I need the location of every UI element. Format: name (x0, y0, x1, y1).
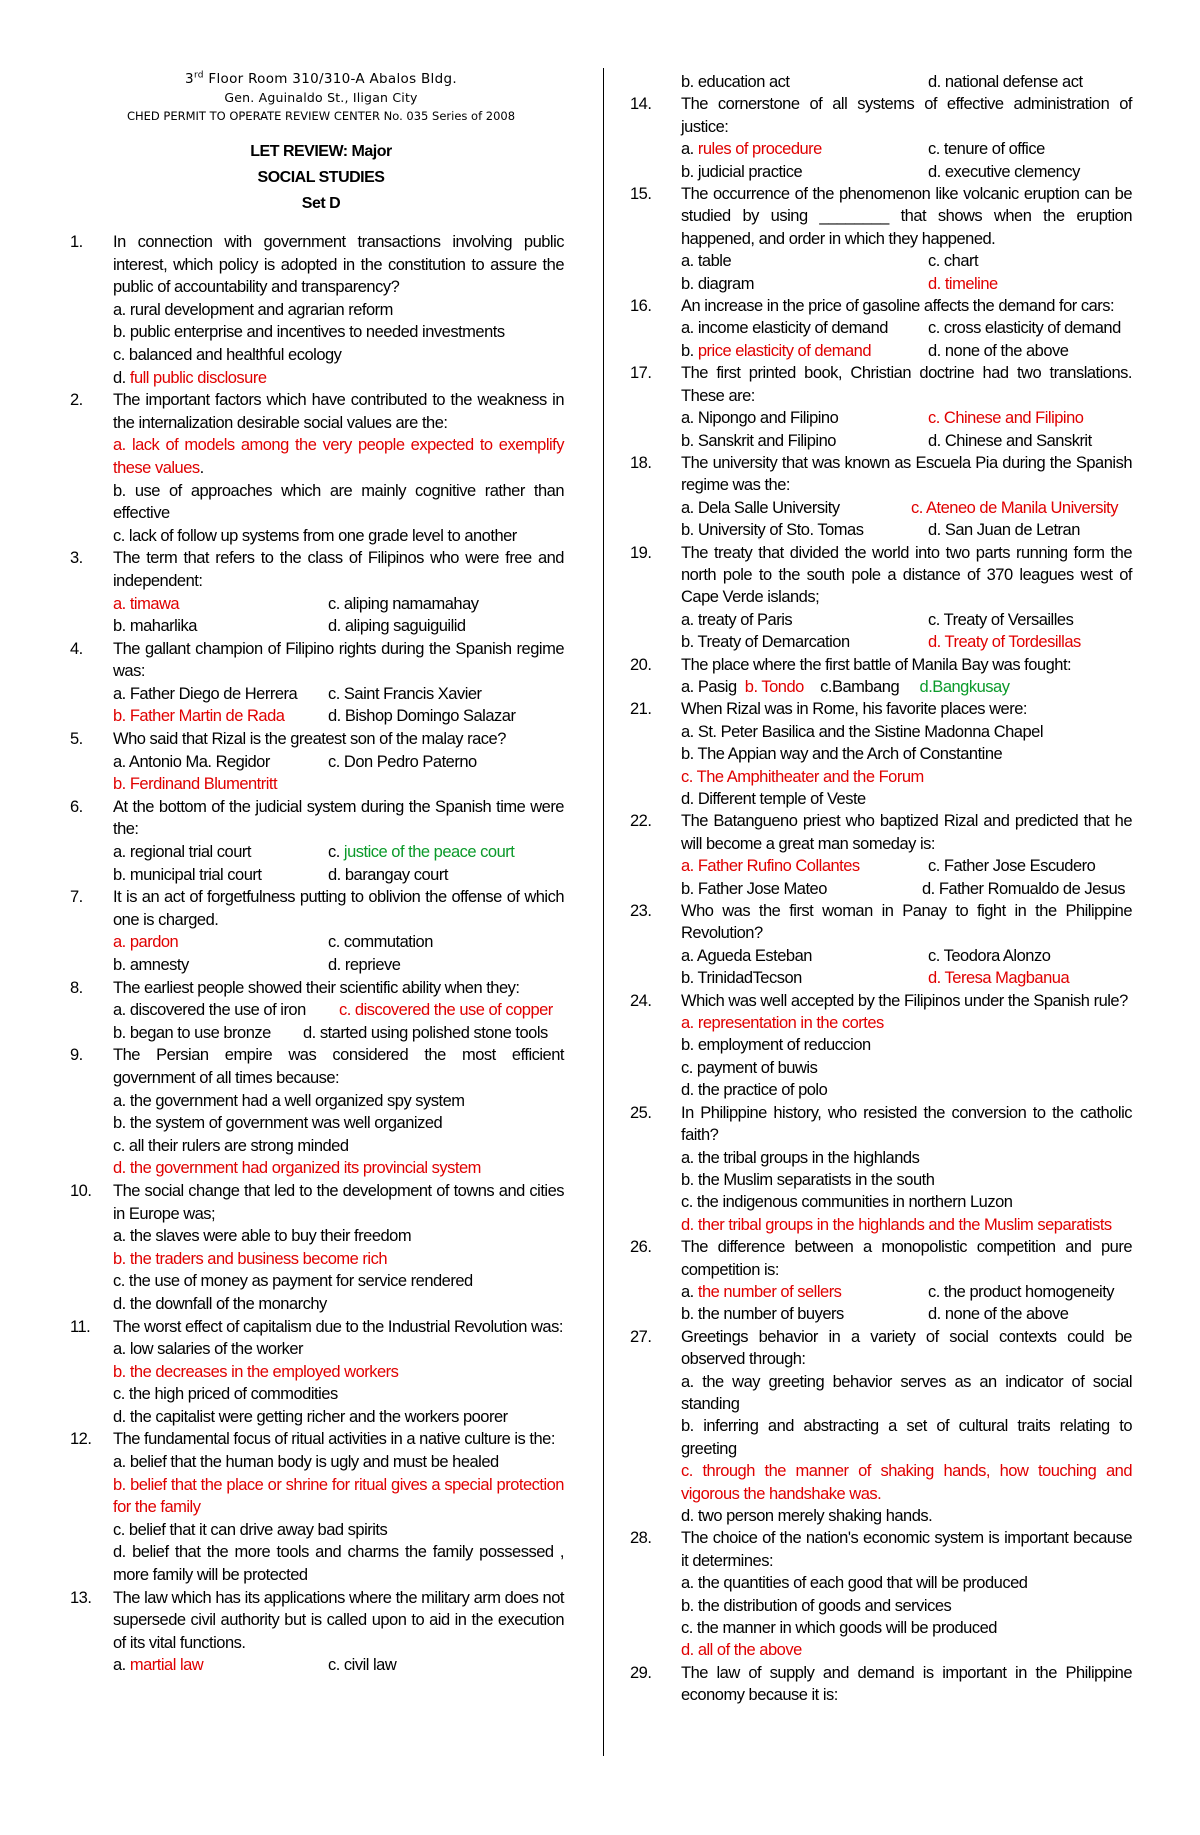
option-answer: d. all of the above (681, 1641, 802, 1660)
option-row: b. began to use bronze d. started using polished stone tools (113, 1023, 548, 1042)
option: d. the capitalist were getting richer and the workers poorer (113, 1407, 508, 1426)
option-row: b. Treaty of Demarcation d. Treaty of Tordesillas (681, 633, 1081, 652)
option-answer: b. belief that the place or shrine for ritual gives a special protection for the family (113, 1475, 564, 1517)
option-row: b. municipal trial court d. barangay court (113, 865, 448, 884)
option-row: b. Father Jose Mateo d. Father Romualdo de Jesus (681, 879, 1125, 898)
option: a. St. Peter Basilica and the Sistine Madonna Chapel (681, 722, 1043, 741)
option: c. the indigenous communities in northern Luzon (681, 1193, 1013, 1212)
question-17: 17. The first printed book, Christian doctrine had two translations. These are: (630, 364, 1132, 405)
option: c. lack of follow up systems from one grade level to another (113, 526, 517, 545)
option: b. employment of reduccion (681, 1036, 871, 1055)
question-22: 22. The Batangueno priest who baptized Rizal and predicted that he will become a great man someday is: (630, 812, 1132, 853)
option-row: b. judicial practice d. executive clemency (681, 162, 1080, 181)
option: a. the way greeting behavior serves as an indicator of social standing (681, 1372, 1132, 1413)
option-answer: c. The Amphitheater and the Forum (681, 767, 924, 786)
question-16: 16. An increase in the price of gasoline affects the demand for cars: (630, 297, 1115, 316)
question-21: 21. When Rizal was in Rome, his favorite places were: (630, 700, 1027, 719)
option-answer: b. the decreases in the employed workers (113, 1362, 399, 1381)
option: d. the downfall of the monarchy (113, 1294, 327, 1313)
option: b. use of approaches which are mainly cognitive rather than effective (113, 481, 564, 523)
answer-highlight: full public disclosure (129, 368, 267, 387)
question-19: 19. The treaty that divided the world into two parts running form the north pole to the south pole a distance of 370 leagues west of Cape Verde islands; (630, 543, 1132, 607)
question-26: 26. The difference between a monopolistic competition and pure competition is: (630, 1238, 1132, 1279)
option-answer: c. through the manner of shaking hands, how touching and vigorous the handshake was. (681, 1462, 1132, 1503)
option-row: a. the number of sellers c. the product homogeneity (681, 1282, 1115, 1301)
doc-set: Set D (301, 195, 341, 212)
option-row: a. rules of procedure c. tenure of office (681, 140, 1045, 159)
option: d. two person merely shaking hands. (681, 1507, 933, 1525)
question-6: 6. At the bottom of the judicial system during the Spanish time were the: (70, 797, 564, 839)
question-14: 14. The cornerstone of all systems of effective administration of justice: (630, 95, 1132, 136)
option-row: b. Father Martin de Rada d. Bishop Domingo Salazar (113, 707, 516, 726)
question-18: 18. The university that was known as Escuela Pia during the Spanish regime was the: (630, 453, 1132, 495)
question-2: 2. The important factors which have contributed to the weakness in the internalization desirable social values are the: (70, 391, 564, 432)
header-address-line1: 3rd Floor Room 310/310-A Abalos Bldg. (185, 70, 457, 87)
option: c. the manner in which goods will be produced (681, 1619, 997, 1638)
option: d. Different temple of Veste (681, 790, 866, 808)
option-row: b. amnesty d. reprieve (113, 956, 401, 974)
option-row: b. diagram d. timeline (681, 274, 998, 293)
question-4: 4. The gallant champion of Filipino rights during the Spanish regime was: (70, 639, 564, 681)
option: a. the quantities of each good that will be produced (681, 1574, 1028, 1593)
right-column (630, 71, 1132, 1707)
question-28: 28. The choice of the nation's economic system is important because it determines: (630, 1529, 1132, 1570)
question-3: 3. The term that refers to the class of Filipinos who were free and independent: (70, 549, 564, 590)
question-5: 5. Who said that Rizal is the greatest son of the malay race? (70, 730, 506, 749)
question-12: 12. The fundamental focus of ritual activities in a native culture is the: (70, 1430, 555, 1449)
question-15: 15. The occurrence of the phenomenon like volcanic eruption can be studied by using ________ that shows when the eruption happened, and order in which they happened. (630, 185, 1132, 248)
option-row: a. pardon c. commutation (113, 933, 433, 952)
doc-title: LET REVIEW: Major (250, 143, 392, 160)
option: c. all their rulers are strong minded (113, 1136, 349, 1155)
option-answer: d. the government had organized its provincial system (113, 1159, 481, 1178)
column-divider (603, 68, 604, 1756)
option: c. the use of money as payment for service rendered (113, 1272, 473, 1291)
option: d. belief that the more tools and charms the family possessed , more family will be protected (113, 1543, 564, 1585)
header-permit: CHED PERMIT TO OPERATE REVIEW CENTER No. 035 Series of 2008 (126, 109, 516, 123)
option-row: b. maharlika d. aliping saguiguilid (113, 617, 466, 636)
option: b. public enterprise and incentives to needed investments (113, 323, 505, 342)
option-answer: a. lack of models among the very people expected to exemplify these values. (113, 436, 564, 477)
option: d. full public disclosure (113, 368, 267, 387)
option: b. inferring and abstracting a set of cultural traits relating to greeting (681, 1417, 1132, 1458)
question-24: 24. Which was well accepted by the Filipinos under the Spanish rule? (630, 991, 1128, 1010)
option-row: a. discovered the use of iron c. discovered the use of copper (113, 1001, 553, 1020)
option: c. the high priced of commodities (113, 1385, 338, 1404)
option: c. payment of buwis (681, 1058, 818, 1077)
question-1: 1. In connection with government transactions involving public interest, which policy is adopted in the constitution to assure the public of accountability and transparency? (70, 233, 564, 297)
question-20: 20. The place where the first battle of Manila Bay was fought: (630, 655, 1072, 674)
header-address-line2: Gen. Aguinaldo St., Iligan City (224, 90, 418, 105)
option: a. low salaries of the worker (113, 1340, 304, 1359)
option-row: a. martial law c. civil law (113, 1656, 397, 1675)
option: c. belief that it can drive away bad spirits (113, 1520, 388, 1539)
option: d. the practice of polo (681, 1081, 828, 1100)
option-row: b. education act d. national defense act (681, 73, 1083, 91)
option-row: b. the number of buyers d. none of the above (681, 1305, 1069, 1324)
option-row: a. regional trial court c. justice of the peace court (113, 843, 515, 862)
option-row: a. Father Diego de Herrera c. Saint Francis Xavier (113, 684, 482, 703)
option-row: a. income elasticity of demand c. cross elasticity of demand (681, 319, 1121, 338)
question-25: 25. In Philippine history, who resisted the conversion to the catholic faith? (630, 1103, 1132, 1145)
question-13: 13. The law which has its applications where the military arm does not supersede civil authority but is called upon to aid in the execution of its vital functions. (70, 1588, 564, 1652)
option: b. the system of government was well organized (113, 1114, 443, 1133)
question-11: 11. The worst effect of capitalism due to the Industrial Revolution was: (70, 1317, 563, 1336)
option: c. balanced and healthful ecology (113, 345, 342, 364)
option-row: a. Agueda Esteban c. Teodora Alonzo (681, 946, 1051, 965)
option: a. rural development and agrarian reform (113, 300, 393, 319)
question-10: 10. The social change that led to the development of towns and cities in Europe was; (70, 1181, 564, 1223)
option-row: a. Father Rufino Collantes c. Father Jose Escudero (681, 857, 1096, 876)
option-row: a. treaty of Paris c. Treaty of Versailles (681, 610, 1074, 629)
option: a. belief that the human body is ugly and must be healed (113, 1453, 499, 1472)
option-answer: b. Ferdinand Blumentritt (113, 775, 278, 794)
option-row: b. price elasticity of demand d. none of the above (681, 341, 1069, 360)
option: a. the government had a well organized spy system (113, 1091, 465, 1110)
option-row: a. Nipongo and Filipino c. Chinese and Filipino (681, 409, 1084, 428)
doc-subject: SOCIAL STUDIES (257, 169, 385, 186)
question-23: 23. Who was the first woman in Panay to fight in the Philippine Revolution? (630, 902, 1132, 943)
option-row: a. Pasig b. Tondo c.Bambang d.Bangkusay (681, 677, 1010, 696)
question-29: 29. The law of supply and demand is important in the Philippine economy because it is: (630, 1663, 1132, 1705)
option: b. the distribution of goods and services (681, 1596, 952, 1615)
question-9: 9. The Persian empire was considered the most efficient government of all times because: (70, 1046, 564, 1087)
option-row: b. Sanskrit and Filipino d. Chinese and Sanskrit (681, 431, 1092, 450)
question-7: 7. It is an act of forgetfulness putting to oblivion the offense of which one is charged. (70, 888, 564, 929)
question-27: 27. Greetings behavior in a variety of social contexts could be observed through: (630, 1327, 1132, 1369)
option-answer: d. ther tribal groups in the highlands and the Muslim separatists (681, 1215, 1112, 1234)
option: b. The Appian way and the Arch of Constantine (681, 745, 1003, 764)
option-row: a. Dela Salle University c. Ateneo de Manila University (681, 498, 1118, 517)
option-row: b. TrinidadTecson d. Teresa Magbanua (681, 969, 1070, 988)
option-row: a. table c. chart (681, 252, 979, 271)
option-answer: b. the traders and business become rich (113, 1249, 387, 1268)
option-answer: a. representation in the cortes (681, 1014, 884, 1033)
option: a. the slaves were able to buy their freedom (113, 1227, 412, 1246)
left-column (70, 70, 564, 1677)
document-header (78, 70, 564, 217)
option: a. the tribal groups in the highlands (681, 1148, 920, 1167)
option-row: a. timawa c. aliping namamahay (113, 594, 479, 613)
option-row: a. Antonio Ma. Regidor c. Don Pedro Paterno (113, 752, 477, 771)
option: b. the Muslim separatists in the south (681, 1170, 935, 1189)
option-row: b. University of Sto. Tomas d. San Juan de Letran (681, 521, 1080, 540)
question-8: 8. The earliest people showed their scientific ability when they: (70, 978, 520, 997)
